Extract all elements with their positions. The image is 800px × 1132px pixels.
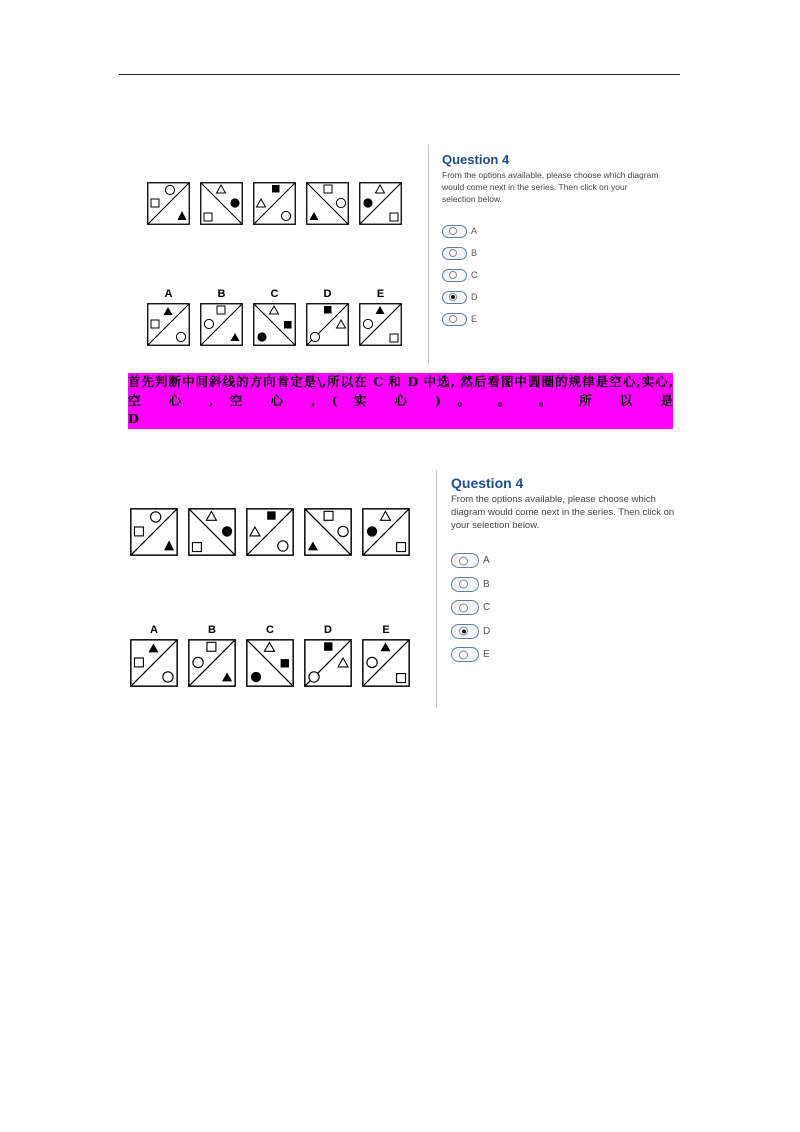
answer-options-row-2: [130, 624, 410, 687]
explanation-answer: D: [128, 410, 139, 429]
radio-button-b[interactable]: [451, 577, 479, 592]
top-rule: [119, 74, 680, 75]
sequence-figure-4: [304, 508, 352, 556]
radio-option-d[interactable]: [442, 286, 478, 308]
sequence-figure-5: [362, 508, 410, 556]
question-prompt: From the options available, please choose which diagram would come next in the series. Then click on your selection below.: [451, 494, 675, 531]
explanation-line-1: 首先判断中间斜线的方向肯定是\,所以在 C 和 D 中选, 然后看图中圆圈的规律是空心,实心,: [128, 374, 673, 389]
radio-option-a[interactable]: [451, 549, 490, 573]
question-panel-2: [120, 470, 680, 710]
question-prompt: From the options available, please choose which diagram would come next in the series. Then click on your selection below.: [442, 170, 659, 204]
answer-figure-a: [130, 639, 178, 687]
radio-label-a: A: [483, 555, 490, 567]
sequence-figure-2: [188, 508, 236, 556]
radio-button-d-selected[interactable]: [451, 624, 479, 639]
radio-option-a[interactable]: [442, 220, 478, 242]
answer-figure-d: [306, 303, 349, 346]
radio-option-d[interactable]: [451, 620, 490, 644]
question-panel-1: [120, 145, 680, 367]
option-letter-e: E: [382, 624, 390, 636]
answer-figure-a: [147, 303, 190, 346]
sequence-figure-3: [253, 182, 296, 225]
explanation-text: [128, 373, 673, 429]
answer-options-row: [147, 288, 402, 346]
option-letter-d: D: [324, 624, 332, 636]
sequence-figure-1: [130, 508, 178, 556]
radio-option-e[interactable]: [442, 308, 478, 330]
sequence-figure-2: [200, 182, 243, 225]
sequence-figure-4: [306, 182, 349, 225]
radio-label-d: D: [471, 292, 478, 302]
panel-divider: [428, 145, 429, 365]
radio-button-c[interactable]: [442, 269, 467, 282]
option-letter-c: C: [270, 288, 279, 300]
radio-button-b[interactable]: [442, 247, 467, 260]
radio-label-e: E: [483, 649, 490, 661]
radio-button-e[interactable]: [442, 313, 467, 326]
radio-label-c: C: [471, 270, 478, 280]
radio-option-c[interactable]: [442, 264, 478, 286]
radio-option-b[interactable]: [451, 573, 490, 597]
option-letter-c: C: [266, 624, 274, 636]
radio-label-b: B: [483, 578, 490, 590]
radio-label-a: A: [471, 226, 478, 236]
option-letter-a: A: [150, 624, 158, 636]
option-letter-b: B: [217, 288, 226, 300]
radio-label-d: D: [483, 625, 491, 637]
sequence-figure-3: [246, 508, 294, 556]
sequence-figure-5: [359, 182, 402, 225]
radio-option-b[interactable]: [442, 242, 478, 264]
option-letter-a: A: [164, 288, 173, 300]
radio-button-d-selected[interactable]: [442, 291, 467, 304]
radio-option-c[interactable]: [451, 596, 490, 620]
sequence-row: [147, 182, 402, 225]
answer-figure-e: [359, 303, 402, 346]
option-letter-e: E: [376, 288, 385, 300]
answer-figure-b: [200, 303, 243, 346]
radio-button-c[interactable]: [451, 600, 479, 615]
radio-label-b: B: [471, 248, 478, 258]
radio-label-e: E: [471, 314, 478, 324]
radio-button-a[interactable]: [451, 553, 479, 568]
sequence-figure-1: [147, 182, 190, 225]
option-letter-b: B: [208, 624, 216, 636]
radio-option-e[interactable]: [451, 643, 490, 667]
option-letter-d: D: [323, 288, 332, 300]
answer-figure-b: [188, 639, 236, 687]
panel-divider: [436, 470, 437, 708]
answer-radio-group: [451, 549, 490, 667]
answer-figure-e: [362, 639, 410, 687]
sequence-row-2: [130, 508, 410, 556]
answer-figure-d: [304, 639, 352, 687]
question-title: Question 4: [451, 475, 524, 491]
answer-radio-group: [442, 220, 478, 330]
question-title: Question 4: [442, 152, 510, 167]
radio-label-c: C: [483, 602, 491, 614]
answer-figure-c: [253, 303, 296, 346]
explanation-line-2: 空 心 , 空 心 , ( 实 心 ) 。 。 。 所 以 是: [128, 392, 673, 408]
radio-button-e[interactable]: [451, 647, 479, 662]
answer-figure-c: [246, 639, 294, 687]
radio-button-a[interactable]: [442, 225, 467, 238]
